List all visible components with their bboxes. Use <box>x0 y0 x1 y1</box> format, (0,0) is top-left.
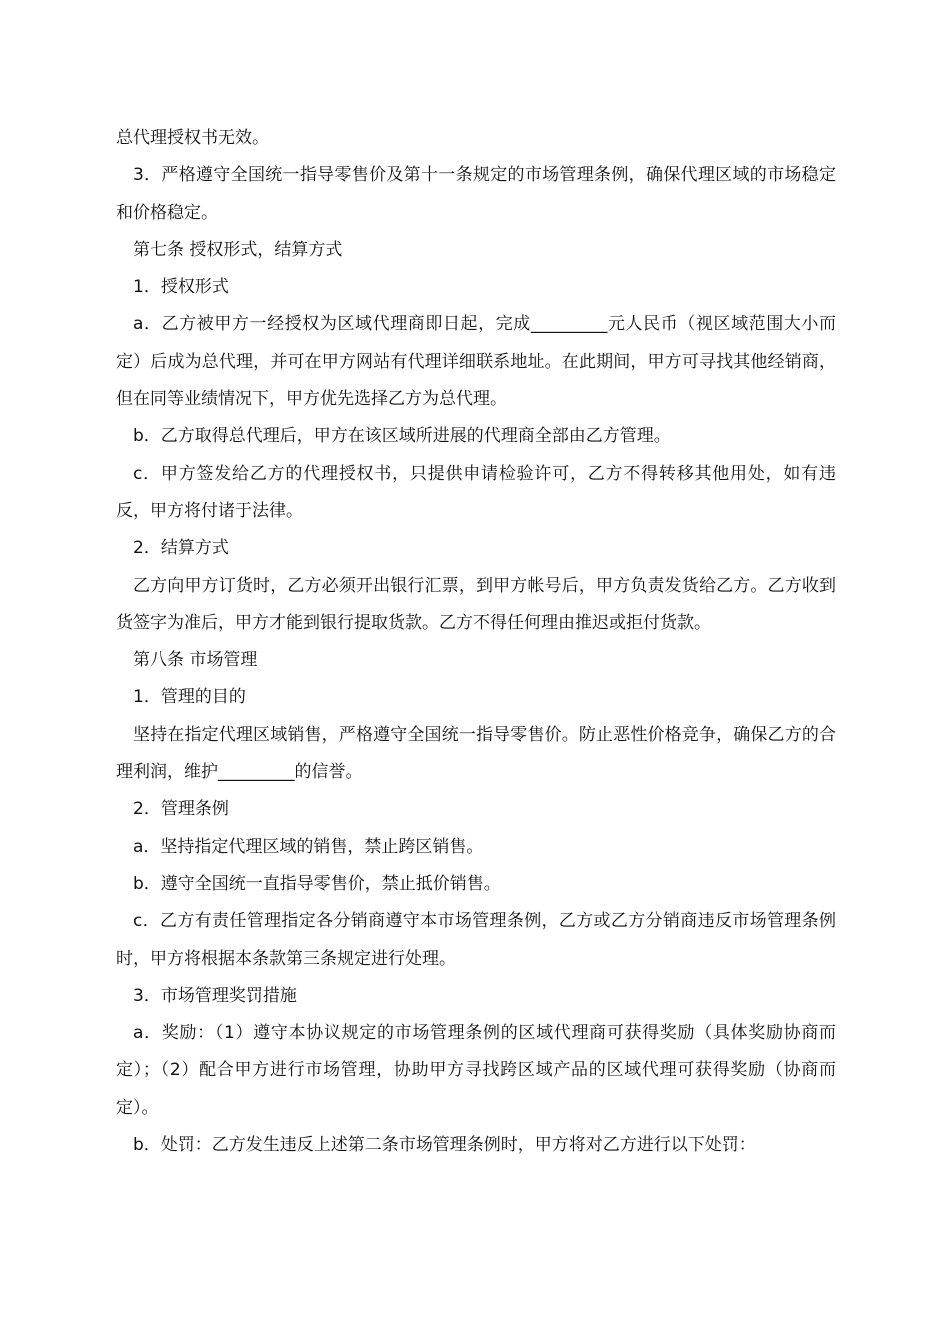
paragraph-regulation-a: a．坚持指定代理区域的销售，禁止跨区销售。 <box>133 836 484 857</box>
heading-article-7: 第七条 授权形式，结算方式 <box>133 239 343 260</box>
paragraph-management-purpose: 坚持在指定代理区域销售，严格遵守全国统一指导零售价。防止恶性价格竞争，确保乙方的合理利润，维护_________的信誉。 <box>116 724 836 783</box>
document-body <box>116 120 836 1164</box>
heading-settlement-method: 2．结算方式 <box>133 538 229 559</box>
paragraph-item-3-price: 3．严格遵守全国统一指导零售价及第十一条规定的市场管理条例，确保代理区域的市场稳定和价格稳定。 <box>116 165 836 223</box>
paragraph-penalties: b．处罚：乙方发生违反上述第二条市场管理条例时，甲方将对乙方进行以下处罚： <box>133 1135 756 1156</box>
heading-management-purpose: 1．管理的目的 <box>133 687 246 708</box>
paragraph-regulation-b: b．遵守全国统一直指导零售价，禁止抵价销售。 <box>133 873 501 894</box>
heading-authorization-form: 1．授权形式 <box>133 277 229 298</box>
paragraph-settlement-details: 乙方向甲方订货时，乙方必须开出银行汇票，到甲方帐号后，甲方负责发货给乙方。乙方收到货签字为准后，甲方才能到银行提取货款。乙方不得任何理由推迟或拒付货款。 <box>116 575 836 633</box>
paragraph-rewards: a．奖励：（1）遵守本协议规定的市场管理条例的区域代理商可获得奖励（具体奖励协商而定）；（2）配合甲方进行市场管理，协助甲方寻找跨区域产品的区域代理可获得奖励（协商而定）。 <box>116 1023 836 1118</box>
paragraph-item-b-general-agent: b．乙方取得总代理后，甲方在该区域所进展的代理商全部由乙方管理。 <box>133 426 671 447</box>
paragraph-regulation-c: c．乙方有责任管理指定各分销商遵守本市场管理条例，乙方或乙方分销商违反市场管理条例时，甲方将根据本条款第三条规定进行处理。 <box>116 911 836 969</box>
heading-management-regulations: 2．管理条例 <box>133 799 229 820</box>
paragraph-item-a-regional-agent: a．乙方被甲方一经授权为区域代理商即日起，完成_________元人民币（视区域范围大小而定）后成为总代理，并可在甲方网站有代理详细联系地址。在此期间，甲方可寻找其他经销商，但在同等业绩情况下，甲方优先选择乙方为总代理。 <box>116 314 836 410</box>
heading-rewards-penalties: 3．市场管理奖罚措施 <box>133 985 297 1006</box>
paragraph-item-c-authorization-letter: c．甲方签发给乙方的代理授权书，只提供申请检验许可，乙方不得转移其他用处，如有违反，甲方将付诸于法律。 <box>116 463 836 521</box>
heading-article-8: 第八条 市场管理 <box>133 650 258 671</box>
paragraph-authorization-void: 总代理授权书无效。 <box>116 128 269 148</box>
